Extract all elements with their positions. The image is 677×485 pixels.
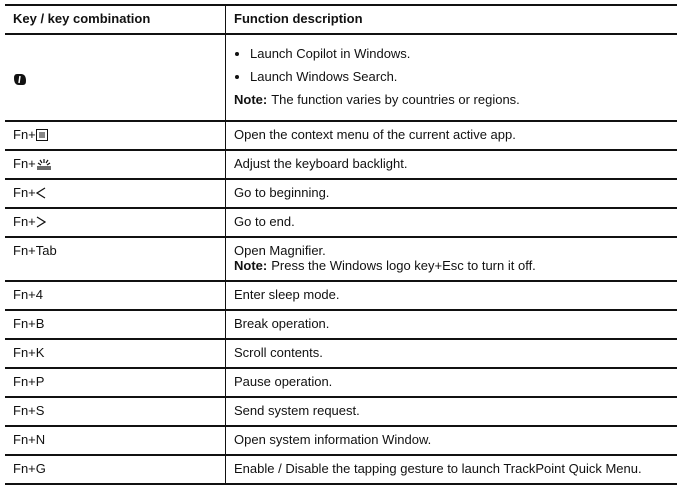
key-label: Fn+B <box>5 310 226 339</box>
table-row <box>5 339 677 368</box>
table-row <box>5 237 677 281</box>
key-function-table <box>5 4 677 485</box>
description: Adjust the keyboard backlight. <box>226 150 677 179</box>
note-label: Note: <box>234 258 267 273</box>
key-label: Fn+N <box>5 426 226 455</box>
note-text: The function varies by countries or regions. <box>271 92 520 107</box>
key-label: Fn+ <box>13 185 36 200</box>
description: Go to end. <box>226 208 677 237</box>
description: Go to beginning. <box>226 179 677 208</box>
table-row <box>5 397 677 426</box>
copilot-bullet: • Launch Copilot in Windows. <box>250 46 677 61</box>
description: Send system request. <box>226 397 677 426</box>
description: Pause operation. <box>226 368 677 397</box>
description: Open Magnifier. <box>234 243 677 258</box>
table-row <box>5 208 677 237</box>
description: Enable / Disable the tapping gesture to launch TrackPoint Quick Menu. <box>226 455 677 484</box>
table-row <box>5 34 677 121</box>
header-row <box>5 5 677 34</box>
keyboard-backlight-icon <box>36 158 52 173</box>
key-label: Fn+ <box>13 127 36 142</box>
key-header: Key / key combination <box>5 5 226 34</box>
description: Open system information Window. <box>226 426 677 455</box>
table-row <box>5 281 677 310</box>
description: Break operation. <box>226 310 677 339</box>
table-row <box>5 179 677 208</box>
table-row <box>5 368 677 397</box>
key-label: Fn+Tab <box>5 237 226 281</box>
description: Scroll contents. <box>226 339 677 368</box>
copilot-bullet: • Launch Windows Search. <box>250 69 677 84</box>
key-label: Fn+P <box>5 368 226 397</box>
note-text: Press the Windows logo key+Esc to turn it off. <box>271 258 536 273</box>
key-label: Fn+4 <box>5 281 226 310</box>
less-than-icon <box>36 187 46 202</box>
greater-than-icon <box>36 216 46 231</box>
copilot-key-icon <box>13 73 27 89</box>
key-label: Fn+ <box>13 156 36 171</box>
note-label: Note: <box>234 92 267 107</box>
table-row <box>5 150 677 179</box>
key-label: Fn+ <box>13 214 36 229</box>
key-label: Fn+S <box>5 397 226 426</box>
key-label: Fn+G <box>5 455 226 484</box>
description: Enter sleep mode. <box>226 281 677 310</box>
table-row <box>5 310 677 339</box>
description: Open the context menu of the current active app. <box>226 121 677 150</box>
desc-header: Function description <box>226 5 677 34</box>
table-row <box>5 426 677 455</box>
key-label: Fn+K <box>5 339 226 368</box>
table-row <box>5 121 677 150</box>
context-menu-icon <box>36 129 48 144</box>
